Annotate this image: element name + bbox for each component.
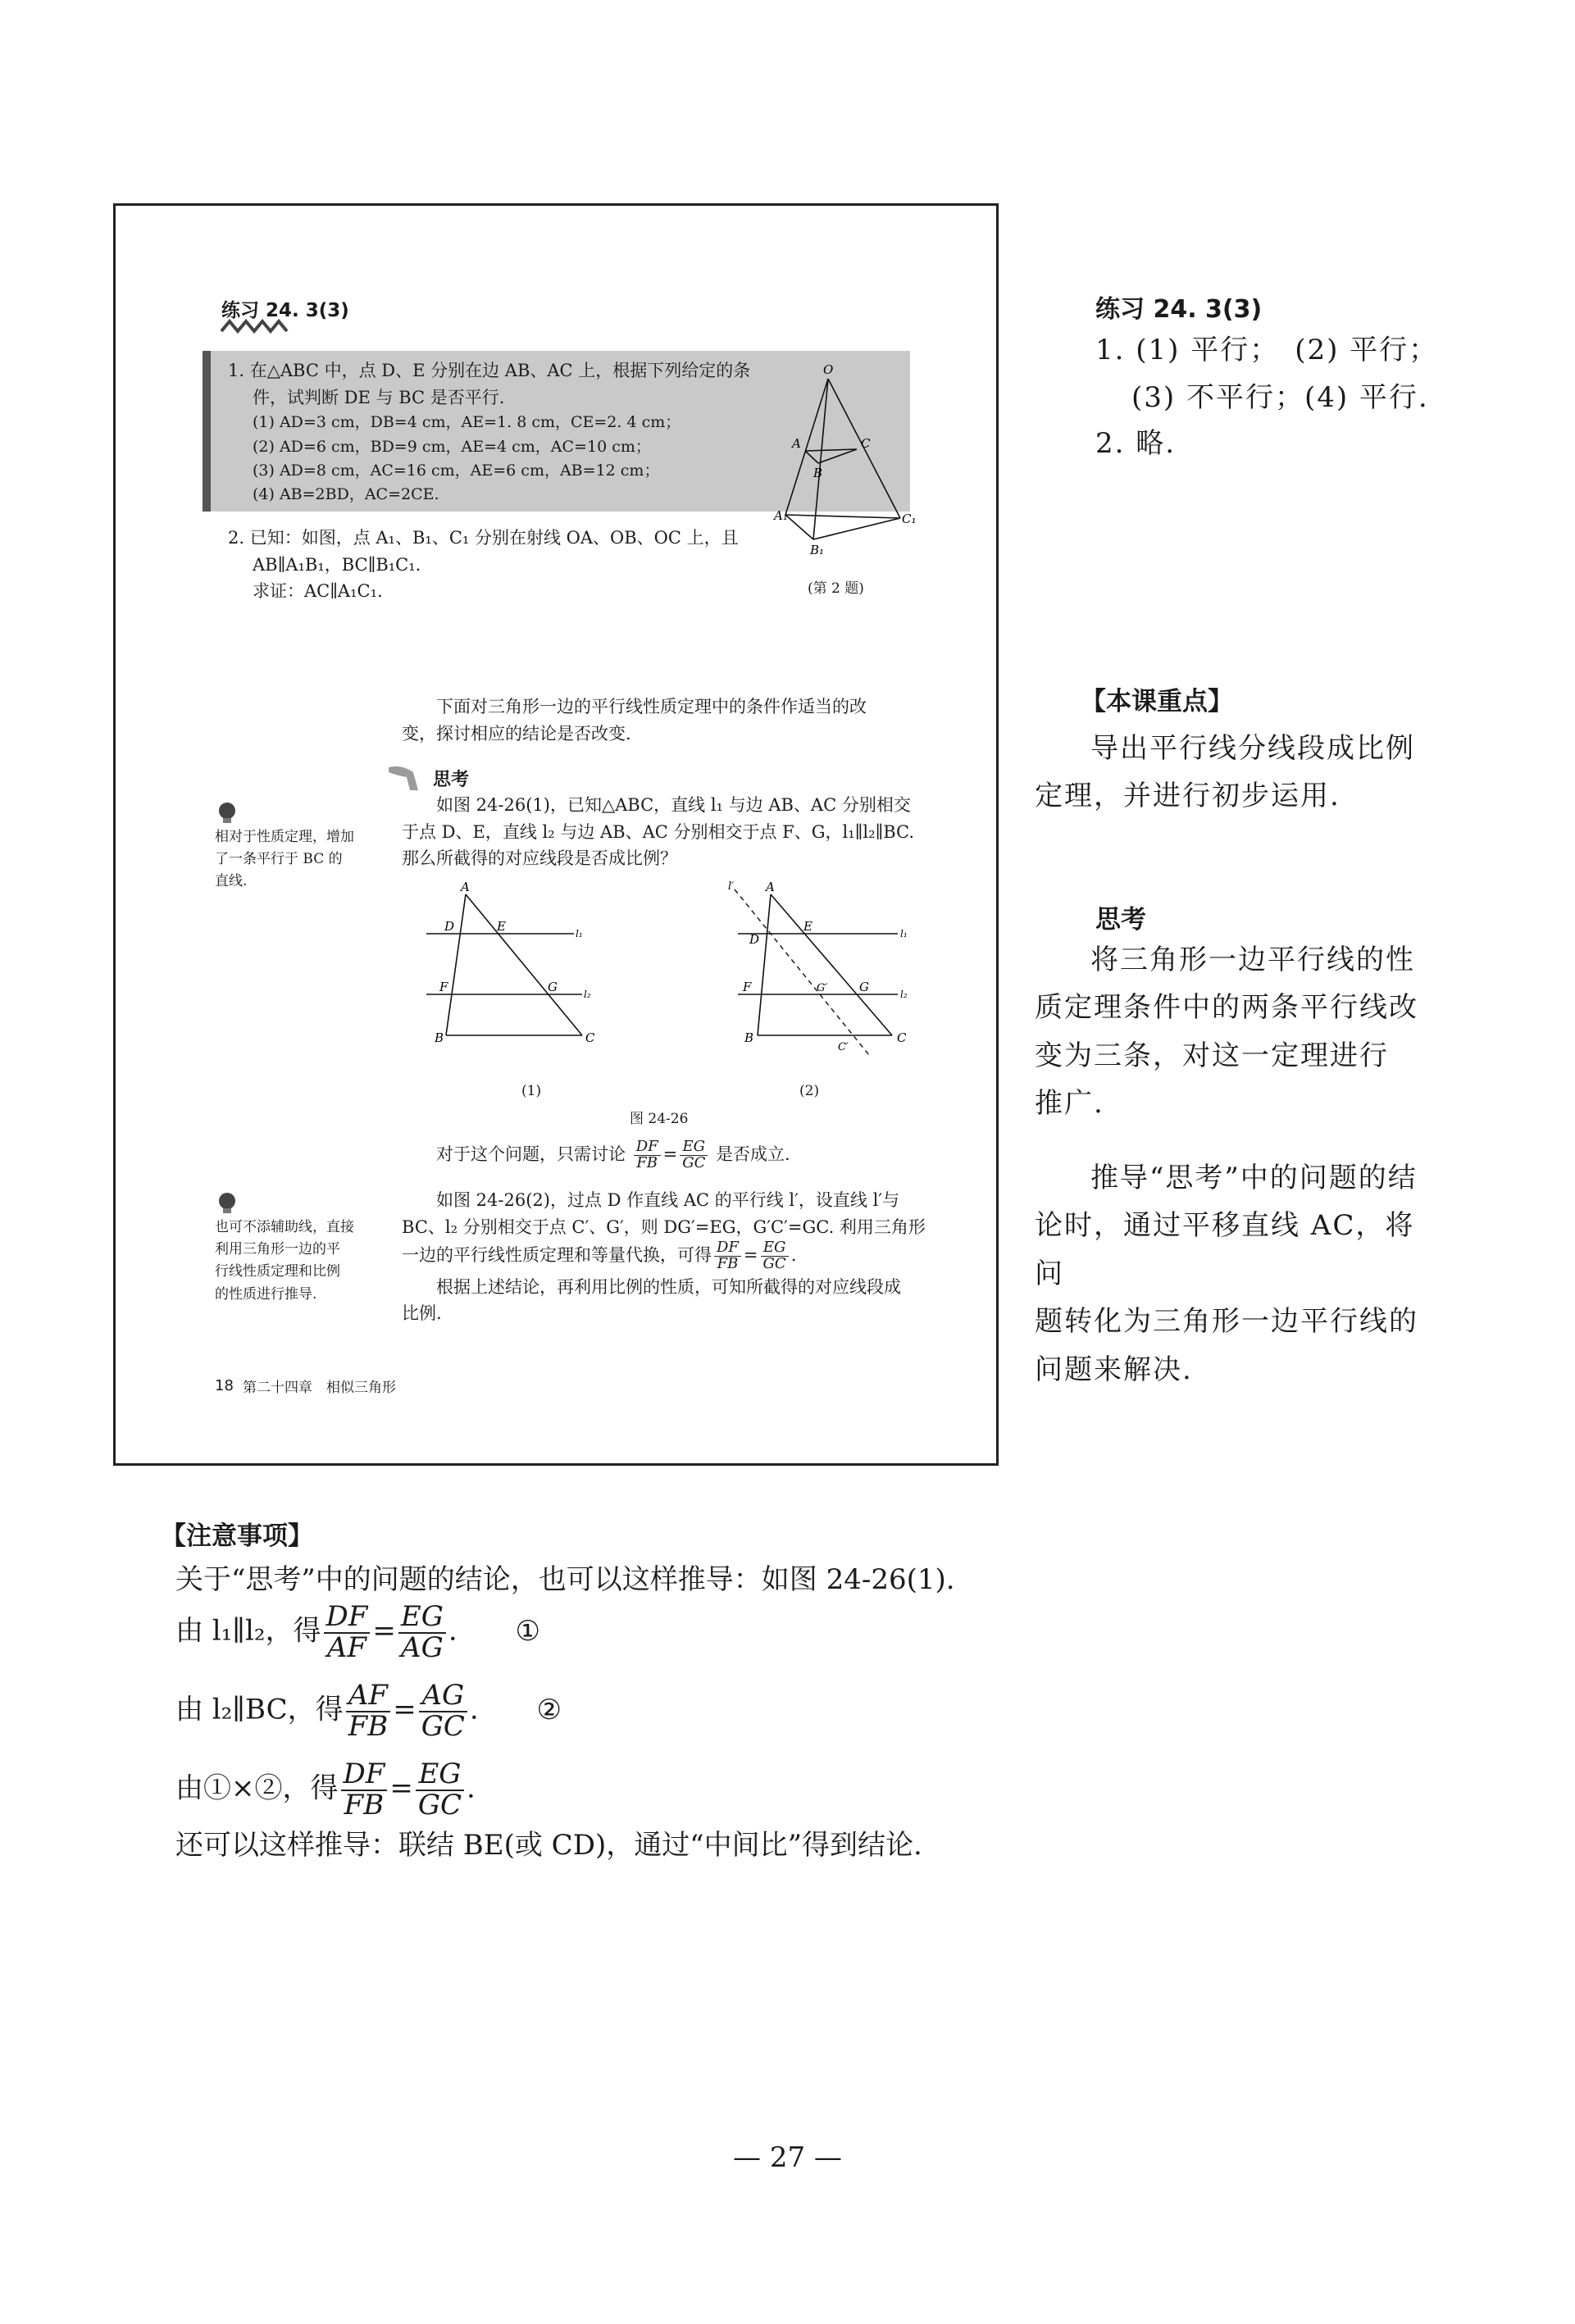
label-lprime: l′: [728, 880, 735, 893]
label-l1: l₁: [576, 928, 583, 939]
thinking-line: 问题来解决.: [1035, 1353, 1193, 1386]
note1-line: 了一条平行于 BC 的: [215, 851, 343, 868]
label-F: F: [439, 980, 448, 994]
page-number: — 27 —: [733, 2141, 842, 2174]
think-icon-svg: [385, 761, 426, 794]
figure-24-26-1: [410, 881, 607, 1048]
q1-line: (4) AB=2BD，AC=2CE.: [253, 485, 439, 504]
label-E: E: [803, 919, 813, 934]
think-line: 于点 D、E，直线 l₂ 与边 AB、AC 分别相交于点 F、G，l₁∥l₂∥BC.: [402, 821, 915, 842]
figure-q2-caption: (第 2 题): [808, 580, 864, 597]
q2-line: 2. 已知：如图，点 A₁、B₁、C₁ 分别在射线 OA、OB、OC 上，且: [228, 528, 739, 548]
label-O: O: [823, 362, 834, 377]
exercise-q2: [228, 525, 802, 605]
notes-eq-3: 由①×②，得 $\frac{DF}{FB}$ = $\frac{EG}{GC}$ .: [175, 1758, 476, 1821]
fraction-df-fb: [341, 1760, 388, 1820]
figure-24-26-2: [721, 881, 926, 1065]
fraction-df-af: [324, 1600, 371, 1664]
proof-line: BC、l₂ 分别相交于点 C′、G′，则 DG′=EG，G′C′=GC. 利用三角形: [402, 1217, 926, 1237]
label-Gprime: G′: [817, 982, 828, 994]
fraction-eg-gc: [416, 1760, 464, 1820]
think-heading: 思考: [433, 770, 470, 790]
proof-line: 如图 24-26(2)，过点 D 作直线 AC 的平行线 l′，设直线 l′与: [436, 1190, 900, 1210]
thinking-line: 推广.: [1035, 1087, 1104, 1121]
label-A: A: [461, 880, 470, 894]
den: FB: [717, 1254, 739, 1272]
label-C: C: [585, 1030, 595, 1045]
discuss-post: 是否成立.: [716, 1144, 790, 1164]
label-G: G: [548, 980, 558, 994]
fraction-df-fb: [634, 1139, 661, 1171]
den: FB: [348, 1709, 389, 1743]
num: DF: [634, 1139, 661, 1156]
bulb-svg: [215, 800, 239, 825]
book-chapter-title: 第二十四章 相似三角形: [243, 1380, 396, 1396]
den: GC: [762, 1254, 786, 1272]
figure-2-svg: [721, 881, 926, 1062]
num: AG: [419, 1681, 467, 1712]
num: AF: [346, 1681, 391, 1712]
label-C1: C₁: [902, 512, 917, 526]
label-D: D: [749, 932, 760, 947]
thinking-line: 质定理条件中的两条平行线改: [1035, 991, 1418, 1025]
den: FB: [636, 1153, 658, 1171]
thinking-title: 思考: [1095, 905, 1146, 935]
notes-eq-2: 由 l₂∥BC，得 $\frac{AF}{FB}$ = $\frac{AG}{GC}$ . ②: [175, 1679, 562, 1743]
answers-line-1: 1. (1) 平行； (2) 平行；: [1095, 334, 1439, 366]
thinking-line: 将三角形一边平行线的性: [1090, 944, 1415, 976]
proof-paragraph: [402, 1187, 943, 1327]
answers-line-2: (3) 不平行；(4) 平行.: [1131, 381, 1429, 414]
proof-line3-pre: 一边的平行线性质定理和等量代换，可得: [402, 1244, 712, 1265]
key-points-title: 【本课重点】: [1081, 687, 1233, 716]
note1-line: 直线.: [215, 873, 248, 890]
figure-caption: 图 24-26: [630, 1111, 689, 1127]
notes-eq-1: 由 l₁∥l₂，得 $\frac{DF}{AF}$ = $\frac{EG}{AG}$ . ①: [175, 1600, 540, 1664]
den: FB: [344, 1788, 385, 1821]
den: GC: [421, 1709, 465, 1743]
notes-last-line: 还可以这样推导：联结 BE(或 CD)，通过“中间比”得到结论.: [175, 1829, 922, 1862]
label-l1: l₁: [900, 928, 908, 939]
thinking-p1: [1035, 936, 1428, 1128]
eq2-mark: ②: [536, 1693, 562, 1726]
num: EG: [680, 1139, 708, 1156]
q1-line: (1) AD=3 cm，DB=4 cm，AE=1. 8 cm，CE=2. 4 cm；: [253, 413, 681, 432]
label-G: G: [859, 980, 869, 994]
den: AG: [401, 1630, 444, 1664]
label-C: C: [897, 1030, 907, 1045]
den: GC: [682, 1153, 706, 1171]
label-l2: l₂: [900, 989, 908, 1000]
exercise-zigzag-icon: [220, 318, 294, 338]
fraction-eg-gc: [680, 1139, 708, 1171]
num: DF: [341, 1760, 388, 1791]
intro-line: 下面对三角形一边的平行线性质定理中的条件作适当的改: [436, 697, 867, 716]
note2-line: 行线性质定理和比例: [215, 1263, 340, 1280]
eq2-pre: 由 l₂∥BC，得: [175, 1693, 344, 1726]
q2-line: AB∥A₁B₁，BC∥B₁C₁.: [253, 554, 421, 575]
note1-line: 相对于性质定理，增加: [215, 829, 354, 845]
conclude-line: 根据上述结论，再利用比例的性质，可知所截得的对应线段成: [436, 1276, 901, 1297]
note2-line: 利用三角形一边的平: [215, 1241, 340, 1258]
label-B: B: [435, 1030, 444, 1045]
thinking-line: 论时，通过平移直线 AC，将问: [1035, 1209, 1415, 1290]
bulb-icon-2: [215, 1190, 239, 1218]
thinking-line: 变为三条，对这一定理进行: [1035, 1039, 1389, 1072]
q1-line: (2) AD=6 cm，BD=9 cm，AE=4 cm，AC=10 cm；: [253, 437, 651, 456]
margin-note-1: [215, 826, 379, 894]
label-D: D: [444, 919, 455, 934]
bulb-svg: [215, 1190, 239, 1215]
num: DF: [714, 1240, 741, 1257]
num: EG: [761, 1240, 789, 1257]
thinking-line: 推导“思考”中的问题的结: [1090, 1162, 1418, 1194]
think-line: 那么所截得的对应线段是否成比例？: [402, 848, 677, 869]
eq1-mark: ①: [515, 1614, 540, 1648]
eq1-pre: 由 l₁∥l₂，得: [175, 1614, 321, 1648]
note2-line: 也可不添辅助线，直接: [215, 1219, 354, 1235]
label-E: E: [497, 919, 506, 934]
key-point-line: 导出平行线分线段成比例: [1090, 732, 1415, 765]
conclude-line: 比例.: [402, 1303, 442, 1324]
q1-line: 1. 在△ABC 中，点 D、E 分别在边 AB、AC 上，根据下列给定的条: [228, 361, 751, 380]
den: AF: [326, 1630, 367, 1664]
num: DF: [324, 1603, 371, 1634]
fraction-df-fb: [714, 1240, 741, 1272]
label-B: B: [813, 466, 823, 480]
num: EG: [398, 1603, 446, 1634]
den: GC: [417, 1788, 462, 1821]
exercise-box-bar: [203, 351, 211, 512]
label-B1: B₁: [810, 543, 825, 557]
answers-line-3: 2. 略.: [1095, 427, 1177, 460]
thinking-p2: [1035, 1154, 1428, 1394]
key-point-line: 定理，并进行初步运用.: [1035, 780, 1341, 813]
proof-line: 一边的平行线性质定理和等量代换，可得 $\frac{DF}{FB}$ = $\frac{EG}{GC}$ .: [402, 1239, 797, 1272]
think-line: 如图 24-26(1)，已知△ABC，直线 l₁ 与边 AB、AC 分别相交: [436, 795, 911, 815]
key-points-body: [1035, 725, 1428, 821]
intro-line: 变，探讨相应的结论是否改变.: [402, 723, 631, 744]
fraction-ag-gc: [419, 1681, 467, 1741]
notes-line-1: 关于“思考”中的问题的结论，也可以这样推导：如图 24-26(1).: [175, 1563, 955, 1596]
note2-line: 的性质进行推导.: [215, 1285, 317, 1303]
fraction-af-fb: [346, 1681, 391, 1741]
q1-line: 件，试判断 DE 与 BC 是否平行.: [253, 387, 505, 407]
notes-title: 【注意事项】: [161, 1521, 313, 1551]
label-A: A: [766, 880, 775, 894]
bulb-icon-1: [215, 800, 239, 828]
num: EG: [416, 1760, 464, 1791]
eq3-pre: 由①×②，得: [175, 1771, 339, 1805]
think-paragraph: [402, 792, 943, 872]
zigzag-svg: [220, 318, 294, 334]
exercise-title: 练习 24. 3(3): [221, 300, 349, 321]
label-B: B: [744, 1030, 754, 1045]
thinking-line: 题转化为三角形一边平行线的: [1035, 1305, 1418, 1339]
q1-line: (3) AD=8 cm，AC=16 cm，AE=6 cm，AB=12 cm；: [253, 461, 660, 480]
discuss-pre: 对于这个问题，只需讨论: [436, 1144, 626, 1164]
figure-1-svg: [410, 881, 607, 1045]
label-A: A: [792, 436, 801, 451]
fraction-eg-gc: [761, 1240, 789, 1272]
figure-q2: [774, 361, 926, 569]
answers-title: 练习 24. 3(3): [1095, 295, 1263, 324]
exercise-q1: [228, 357, 851, 507]
figure-sub-1: (1): [521, 1083, 542, 1099]
figure-sub-2: (2): [799, 1083, 820, 1099]
label-l2: l₂: [584, 989, 591, 1000]
q2-line: 求证：AC∥A₁C₁.: [253, 581, 383, 602]
discuss-line: 对于这个问题，只需讨论 $\frac{DF}{FB}$ = $\frac{EG}{GC}$ 是否成立.: [436, 1138, 790, 1171]
figure-q2-svg: [774, 361, 926, 566]
margin-note-2: [215, 1217, 379, 1306]
label-A1: A₁: [774, 508, 788, 523]
label-Cprime: C′: [838, 1041, 849, 1053]
label-F: F: [743, 980, 752, 994]
label-C: C: [861, 436, 871, 451]
fraction-eg-ag: [398, 1600, 446, 1664]
book-page-number: 18: [215, 1377, 234, 1394]
intro-paragraph: [402, 694, 926, 747]
